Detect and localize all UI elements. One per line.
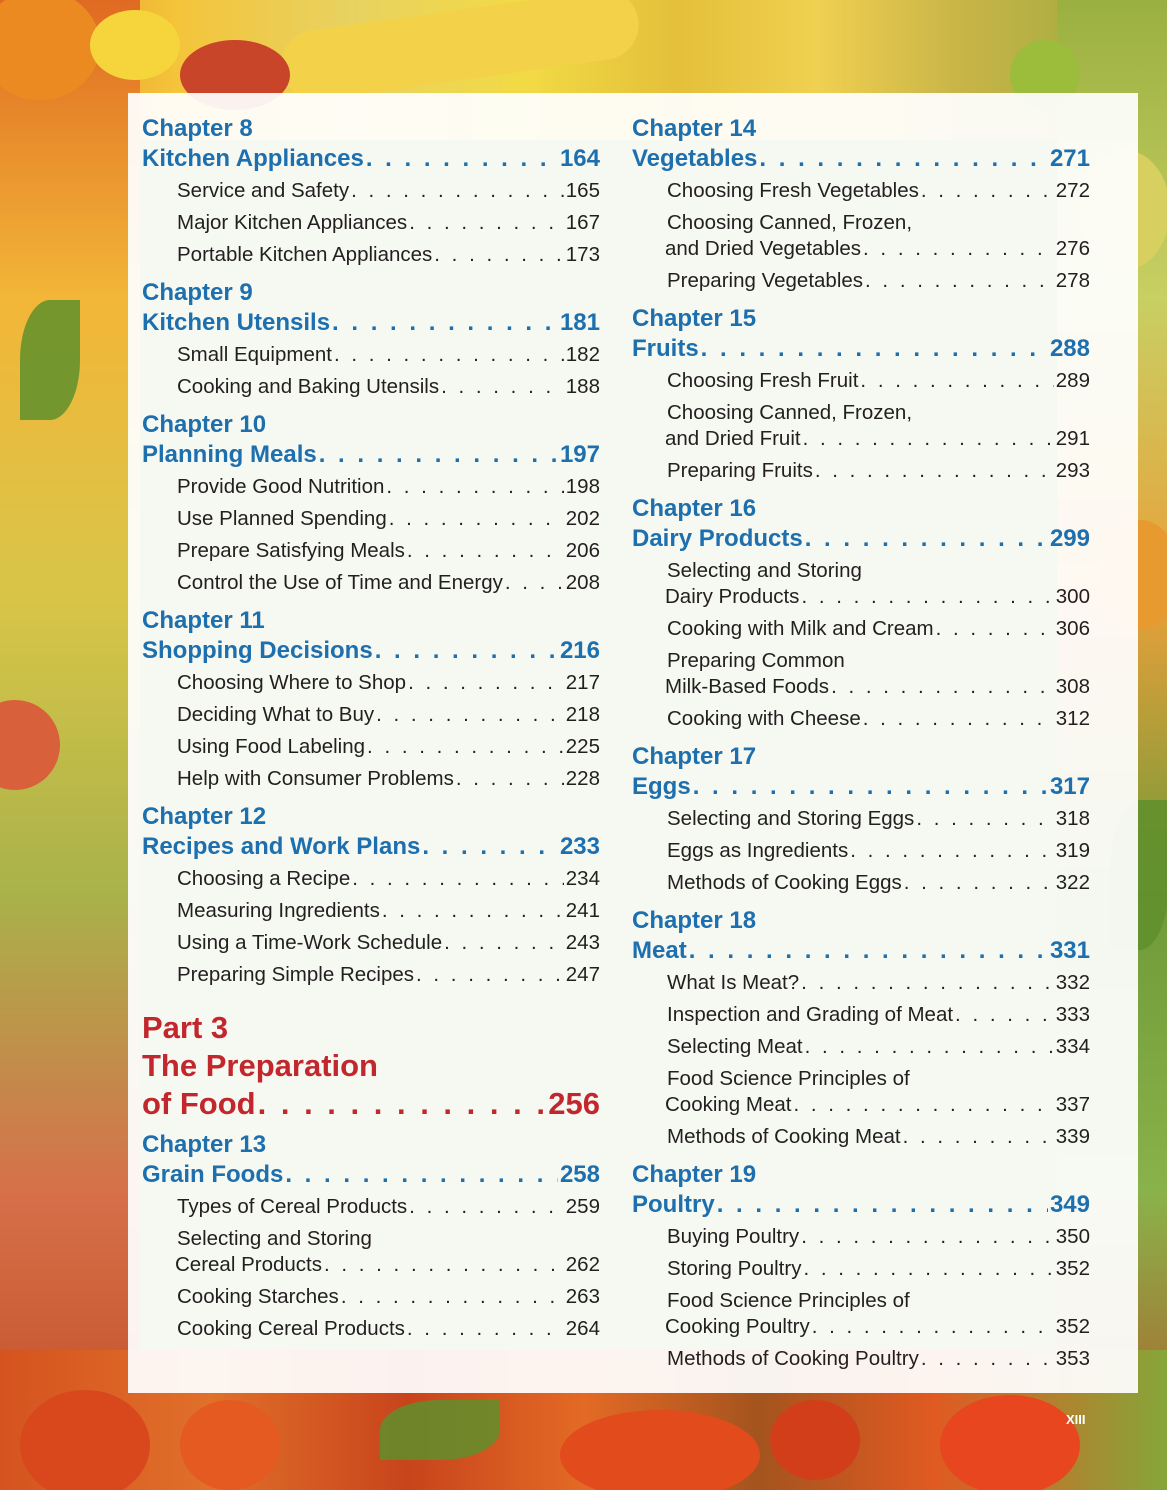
tomato-icon [770, 1400, 860, 1480]
dot-leader [416, 959, 564, 991]
chapter-number: Chapter 12 [142, 803, 267, 830]
toc-entry-page-number: 350 [1055, 1225, 1090, 1248]
toc-entry-label-line1: Choosing Canned, Frozen, [667, 211, 913, 234]
chapter-page-number: 197 [559, 441, 600, 468]
dot-leader [701, 333, 1048, 365]
chapter-title-link[interactable] [142, 307, 600, 339]
toc-entry-page-number: 182 [565, 343, 600, 366]
toc-entry[interactable] [142, 1191, 600, 1223]
dot-leader [903, 1121, 1054, 1153]
toc-entry-label: Storing Poultry [667, 1257, 802, 1280]
chapter-number: Chapter 16 [632, 495, 757, 522]
chapter-block [142, 279, 600, 403]
chapter-title-link[interactable] [632, 771, 1090, 803]
dot-leader [801, 967, 1054, 999]
toc-entry[interactable] [142, 339, 600, 371]
toc-entry-page-number: 334 [1055, 1035, 1090, 1058]
dot-leader [409, 1191, 564, 1223]
toc-entry-page-number: 276 [1055, 237, 1090, 260]
tomato-icon [180, 1400, 280, 1490]
toc-entry-label: Provide Good Nutrition [177, 475, 385, 498]
toc-entry-page-number: 278 [1055, 269, 1090, 292]
toc-entry[interactable] [142, 699, 600, 731]
dot-leader [285, 1159, 558, 1191]
toc-entry-label: Service and Safety [177, 179, 350, 202]
toc-entry-label: Small Equipment [177, 343, 332, 366]
toc-entry[interactable] [632, 645, 1090, 703]
toc-entry-label: Measuring Ingredients [177, 899, 380, 922]
part-page-number: 256 [548, 1086, 600, 1121]
dot-leader [422, 831, 558, 863]
toc-entry[interactable] [142, 207, 600, 239]
toc-entry-label: Choosing a Recipe [177, 867, 351, 890]
part-number: Part 3 [142, 1010, 229, 1045]
toc-entry-page-number: 217 [565, 671, 600, 694]
chapter-number: Chapter 8 [142, 115, 253, 142]
chapter-number: Chapter 10 [142, 411, 267, 438]
toc-entry-label: What Is Meat? [667, 971, 800, 994]
toc-entry[interactable] [632, 1221, 1090, 1253]
page-number: XIII [1066, 1412, 1086, 1427]
dot-leader [341, 1281, 564, 1313]
toc-entry-label: Use Planned Spending [177, 507, 387, 530]
toc-entry[interactable] [142, 667, 600, 699]
chapter-page-number: 299 [1049, 525, 1090, 552]
chapter-number: Chapter 18 [632, 907, 757, 934]
dot-leader [332, 307, 558, 339]
toc-entry[interactable] [632, 999, 1090, 1031]
chapter-title-link[interactable] [632, 935, 1090, 967]
toc-entry-page-number: 293 [1055, 459, 1090, 482]
toc-entry[interactable] [632, 867, 1090, 899]
dot-leader [324, 1252, 564, 1278]
part-title-line2: of Food [142, 1086, 256, 1121]
toc-entry-label: Cooking with Cheese [667, 707, 861, 730]
toc-entry-label: Deciding What to Buy [177, 703, 375, 726]
toc-right-column [632, 115, 1090, 1383]
dot-leader [334, 339, 564, 371]
toc-entry[interactable] [142, 371, 600, 403]
toc-entry-label: Major Kitchen Appliances [177, 211, 408, 234]
part-title-link[interactable] [142, 1085, 600, 1123]
toc-entry[interactable] [632, 1343, 1090, 1375]
dot-leader [409, 207, 564, 239]
toc-entry-line2 [665, 674, 1090, 700]
dot-leader [801, 1221, 1054, 1253]
toc-entry-page-number: 247 [565, 963, 600, 986]
toc-entry-page-number: 353 [1055, 1347, 1090, 1370]
dot-leader [382, 895, 564, 927]
dot-leader [801, 584, 1053, 610]
chapter-number: Chapter 13 [142, 1131, 267, 1158]
dot-leader [955, 999, 1054, 1031]
chapter-title: Poultry [632, 1191, 715, 1218]
toc-entry-label-line1: Selecting and Storing [177, 1227, 372, 1250]
chapter-page-number: 233 [559, 833, 600, 860]
toc-entry-label-line1: Food Science Principles of [667, 1067, 910, 1090]
toc-entry-label: Help with Consumer Problems [177, 767, 454, 790]
toc-entry-label-line1: Selecting and Storing [667, 559, 862, 582]
toc-entry-page-number: 291 [1055, 427, 1090, 450]
toc-entry-page-number: 352 [1055, 1315, 1090, 1338]
dot-leader [351, 175, 564, 207]
chapter-page-number: 181 [559, 309, 600, 336]
toc-entry[interactable] [632, 265, 1090, 297]
toc-entry[interactable] [632, 1253, 1090, 1285]
dot-leader [319, 439, 558, 471]
toc-entry-label: Methods of Cooking Poultry [667, 1347, 919, 1370]
toc-entry-page-number: 337 [1055, 1093, 1090, 1116]
chapter-block [142, 1131, 600, 1345]
dot-leader [850, 835, 1054, 867]
lemon-icon [90, 10, 180, 80]
chapter-page-number: 258 [559, 1161, 600, 1188]
chapter-block [632, 743, 1090, 899]
leaf-icon [20, 300, 80, 420]
dot-leader [863, 236, 1054, 262]
toc-entry-label: Selecting Meat [667, 1035, 803, 1058]
toc-entry-page-number: 228 [565, 767, 600, 790]
toc-entry-page-number: 333 [1055, 1003, 1090, 1026]
dot-leader [505, 567, 564, 599]
dot-leader [389, 503, 564, 535]
dot-leader [689, 935, 1048, 967]
dot-leader [812, 1314, 1054, 1340]
toc-entry-line2 [665, 236, 1090, 262]
toc-entry-label: Inspection and Grading of Meat [667, 1003, 954, 1026]
toc-entry[interactable] [632, 967, 1090, 999]
toc-entry-page-number: 218 [565, 703, 600, 726]
toc-entry-label: and Dried Fruit [665, 427, 801, 450]
chapter-block [142, 115, 600, 271]
toc-entry-page-number: 300 [1055, 585, 1090, 608]
toc-entry[interactable] [142, 731, 600, 763]
tomato-icon [20, 1390, 150, 1490]
toc-entry-label: Choosing Fresh Fruit [667, 369, 859, 392]
toc-entry-line2 [665, 1092, 1090, 1118]
toc-entry[interactable] [632, 397, 1090, 455]
chapter-title: Grain Foods [142, 1161, 284, 1188]
chapter-number: Chapter 17 [632, 743, 757, 770]
toc-entry-label: Cooking Poultry [665, 1315, 810, 1338]
dot-leader [376, 699, 564, 731]
chapter-page-number: 349 [1049, 1191, 1090, 1218]
dot-leader [367, 731, 564, 763]
chapter-page-number: 331 [1049, 937, 1090, 964]
toc-entry[interactable] [632, 555, 1090, 613]
toc-entry-page-number: 312 [1055, 707, 1090, 730]
toc-entry[interactable] [632, 455, 1090, 487]
toc-entry[interactable] [142, 1223, 600, 1281]
toc-entry[interactable] [142, 1313, 600, 1345]
toc-entry-label: Methods of Cooking Meat [667, 1125, 901, 1148]
dot-leader [865, 265, 1054, 297]
dot-leader [805, 523, 1048, 555]
toc-entry-page-number: 234 [565, 867, 600, 890]
toc-entry-page-number: 264 [565, 1317, 600, 1340]
dot-leader [904, 867, 1054, 899]
chapter-title-link[interactable] [142, 635, 600, 667]
toc-entry-label: Methods of Cooking Eggs [667, 871, 902, 894]
chapter-title: Vegetables [632, 145, 758, 172]
toc-entry-page-number: 225 [565, 735, 600, 758]
chapter-block [142, 411, 600, 599]
toc-entry[interactable] [142, 567, 600, 599]
toc-entry-line2 [665, 1314, 1090, 1340]
toc-entry-page-number: 272 [1055, 179, 1090, 202]
toc-entry-label: Types of Cereal Products [177, 1195, 408, 1218]
toc-entry-page-number: 208 [565, 571, 600, 594]
pepper-icon [940, 1395, 1080, 1490]
toc-entry-label: Milk-Based Foods [665, 675, 830, 698]
chapter-title-link[interactable] [632, 143, 1090, 175]
toc-entry-label: Preparing Simple Recipes [177, 963, 415, 986]
toc-entry-page-number: 332 [1055, 971, 1090, 994]
toc-entry-label: and Dried Vegetables [665, 237, 862, 260]
toc-entry-line2 [665, 426, 1090, 452]
chapter-title: Recipes and Work Plans [142, 833, 421, 860]
chapter-page-number: 164 [559, 145, 600, 172]
toc-entry-page-number: 241 [565, 899, 600, 922]
chapter-title: Dairy Products [632, 525, 803, 552]
pepper-icon [560, 1410, 760, 1490]
part-title-line1: The Preparation [142, 1048, 378, 1083]
toc-entry-label: Prepare Satisfying Meals [177, 539, 405, 562]
toc-entry[interactable] [632, 207, 1090, 265]
chapter-title-link[interactable] [142, 831, 600, 863]
toc-entry-label-line1: Preparing Common [667, 649, 845, 672]
dot-leader [831, 674, 1054, 700]
toc-entry[interactable] [632, 1031, 1090, 1063]
dot-leader [407, 1313, 564, 1345]
dot-leader [352, 863, 564, 895]
dot-leader [717, 1189, 1048, 1221]
toc-entry-label: Cereal Products [175, 1253, 322, 1276]
toc-entry[interactable] [142, 175, 600, 207]
chapter-page-number: 216 [559, 637, 600, 664]
chapter-title-link[interactable] [142, 439, 600, 471]
chapter-number: Chapter 15 [632, 305, 757, 332]
toc-entry[interactable] [142, 239, 600, 271]
dot-leader [258, 1085, 547, 1123]
toc-entry-page-number: 173 [565, 243, 600, 266]
toc-entry-page-number: 198 [565, 475, 600, 498]
toc-entry[interactable] [632, 365, 1090, 397]
toc-entry[interactable] [632, 835, 1090, 867]
dot-leader [441, 371, 564, 403]
chapter-title: Planning Meals [142, 441, 317, 468]
toc-entry-line2 [175, 1252, 600, 1278]
toc-entry[interactable] [632, 613, 1090, 645]
chapter-number: Chapter 11 [142, 607, 265, 634]
toc-entry-label-line1: Choosing Canned, Frozen, [667, 401, 913, 424]
chapter-block [142, 607, 600, 795]
dot-leader [863, 703, 1054, 735]
toc-entry-label: Cooking and Baking Utensils [177, 375, 440, 398]
toc-entry[interactable] [142, 471, 600, 503]
toc-entry-page-number: 306 [1055, 617, 1090, 640]
toc-entry-label: Using Food Labeling [177, 735, 366, 758]
toc-entry-page-number: 202 [565, 507, 600, 530]
toc-entry-page-number: 289 [1055, 369, 1090, 392]
toc-entry-page-number: 167 [565, 211, 600, 234]
toc-entry-page-number: 339 [1055, 1125, 1090, 1148]
dot-leader [375, 635, 558, 667]
toc-entry[interactable] [142, 535, 600, 567]
toc-entry-label: Portable Kitchen Appliances [177, 243, 433, 266]
toc-entry-page-number: 188 [565, 375, 600, 398]
dot-leader [693, 771, 1048, 803]
dot-leader [921, 1343, 1054, 1375]
dot-leader [803, 1253, 1053, 1285]
chapter-title-link[interactable] [632, 1189, 1090, 1221]
toc-entry-label: Preparing Vegetables [667, 269, 864, 292]
chapter-title: Kitchen Utensils [142, 309, 331, 336]
toc-entry[interactable] [142, 863, 600, 895]
toc-left-column [142, 115, 600, 1353]
dot-leader [434, 239, 564, 271]
toc-entry[interactable] [142, 763, 600, 795]
chapter-title-link[interactable] [632, 333, 1090, 365]
toc-entry[interactable] [632, 703, 1090, 735]
chapter-title: Shopping Decisions [142, 637, 373, 664]
dot-leader [916, 803, 1053, 835]
toc-entry-page-number: 322 [1055, 871, 1090, 894]
chapter-page-number: 288 [1049, 335, 1090, 362]
toc-entry-label: Using a Time-Work Schedule [177, 931, 443, 954]
dot-leader [803, 426, 1054, 452]
chapter-title-link[interactable] [632, 523, 1090, 555]
dot-leader [366, 143, 558, 175]
toc-entry-page-number: 206 [565, 539, 600, 562]
toc-entry[interactable] [632, 803, 1090, 835]
chapter-block [632, 305, 1090, 487]
chapter-title: Eggs [632, 773, 691, 800]
dot-leader [407, 535, 564, 567]
toc-entry-page-number: 308 [1055, 675, 1090, 698]
toc-entry-label: Choosing Fresh Vegetables [667, 179, 919, 202]
dot-leader [921, 175, 1054, 207]
chapter-title: Kitchen Appliances [142, 145, 364, 172]
dot-leader [759, 143, 1048, 175]
chapter-number: Chapter 9 [142, 279, 253, 306]
toc-entry-label: Buying Poultry [667, 1225, 800, 1248]
toc-entry-page-number: 259 [565, 1195, 600, 1218]
chapter-block [632, 495, 1090, 735]
chapter-title: Fruits [632, 335, 699, 362]
chapter-title-link[interactable] [142, 143, 600, 175]
dot-leader [444, 927, 564, 959]
dot-leader [386, 471, 563, 503]
chapter-title-link[interactable] [142, 1159, 600, 1191]
chapter-page-number: 317 [1049, 773, 1090, 800]
toc-entry[interactable] [142, 895, 600, 927]
dot-leader [793, 1092, 1053, 1118]
chapter-block [632, 1161, 1090, 1375]
toc-entry[interactable] [142, 1281, 600, 1313]
toc-entry-page-number: 243 [565, 931, 600, 954]
dot-leader [456, 763, 564, 795]
toc-entry-line2 [665, 584, 1090, 610]
toc-entry[interactable] [632, 1063, 1090, 1121]
toc-entry-page-number: 165 [565, 179, 600, 202]
toc-entry-page-number: 319 [1055, 839, 1090, 862]
chapter-block [632, 907, 1090, 1153]
toc-entry-label: Cooking with Milk and Cream [667, 617, 934, 640]
dot-leader [815, 455, 1054, 487]
toc-entry-label: Selecting and Storing Eggs [667, 807, 915, 830]
chapter-number: Chapter 19 [632, 1161, 757, 1188]
dot-leader [860, 365, 1053, 397]
chapter-page-number: 271 [1049, 145, 1090, 172]
chapter-number: Chapter 14 [632, 115, 757, 142]
toc-entry-label-line1: Food Science Principles of [667, 1289, 910, 1312]
toc-entry[interactable] [142, 503, 600, 535]
chapter-title: Meat [632, 937, 687, 964]
toc-entry[interactable] [142, 959, 600, 991]
toc-entry[interactable] [632, 1121, 1090, 1153]
toc-entry[interactable] [632, 1285, 1090, 1343]
toc-entry-label: Cooking Meat [665, 1093, 792, 1116]
dot-leader [408, 667, 564, 699]
toc-entry-label: Cooking Starches [177, 1285, 339, 1308]
chapter-block [632, 115, 1090, 297]
toc-entry-label: Preparing Fruits [667, 459, 813, 482]
chapter-block [142, 803, 600, 991]
dot-leader [936, 613, 1054, 645]
toc-entry-label: Eggs as Ingredients [667, 839, 849, 862]
toc-entry-page-number: 352 [1055, 1257, 1090, 1280]
dot-leader [805, 1031, 1054, 1063]
toc-entry-label: Control the Use of Time and Energy [177, 571, 503, 594]
toc-entry-page-number: 262 [565, 1253, 600, 1276]
toc-entry-page-number: 318 [1055, 807, 1090, 830]
leaf-icon [380, 1400, 500, 1460]
toc-entry-page-number: 263 [565, 1285, 600, 1308]
toc-entry[interactable] [632, 175, 1090, 207]
toc-entry-label: Cooking Cereal Products [177, 1317, 405, 1340]
toc-entry[interactable] [142, 927, 600, 959]
toc-entry-label: Dairy Products [665, 585, 800, 608]
part-heading [142, 1009, 600, 1123]
toc-entry-label: Choosing Where to Shop [177, 671, 407, 694]
